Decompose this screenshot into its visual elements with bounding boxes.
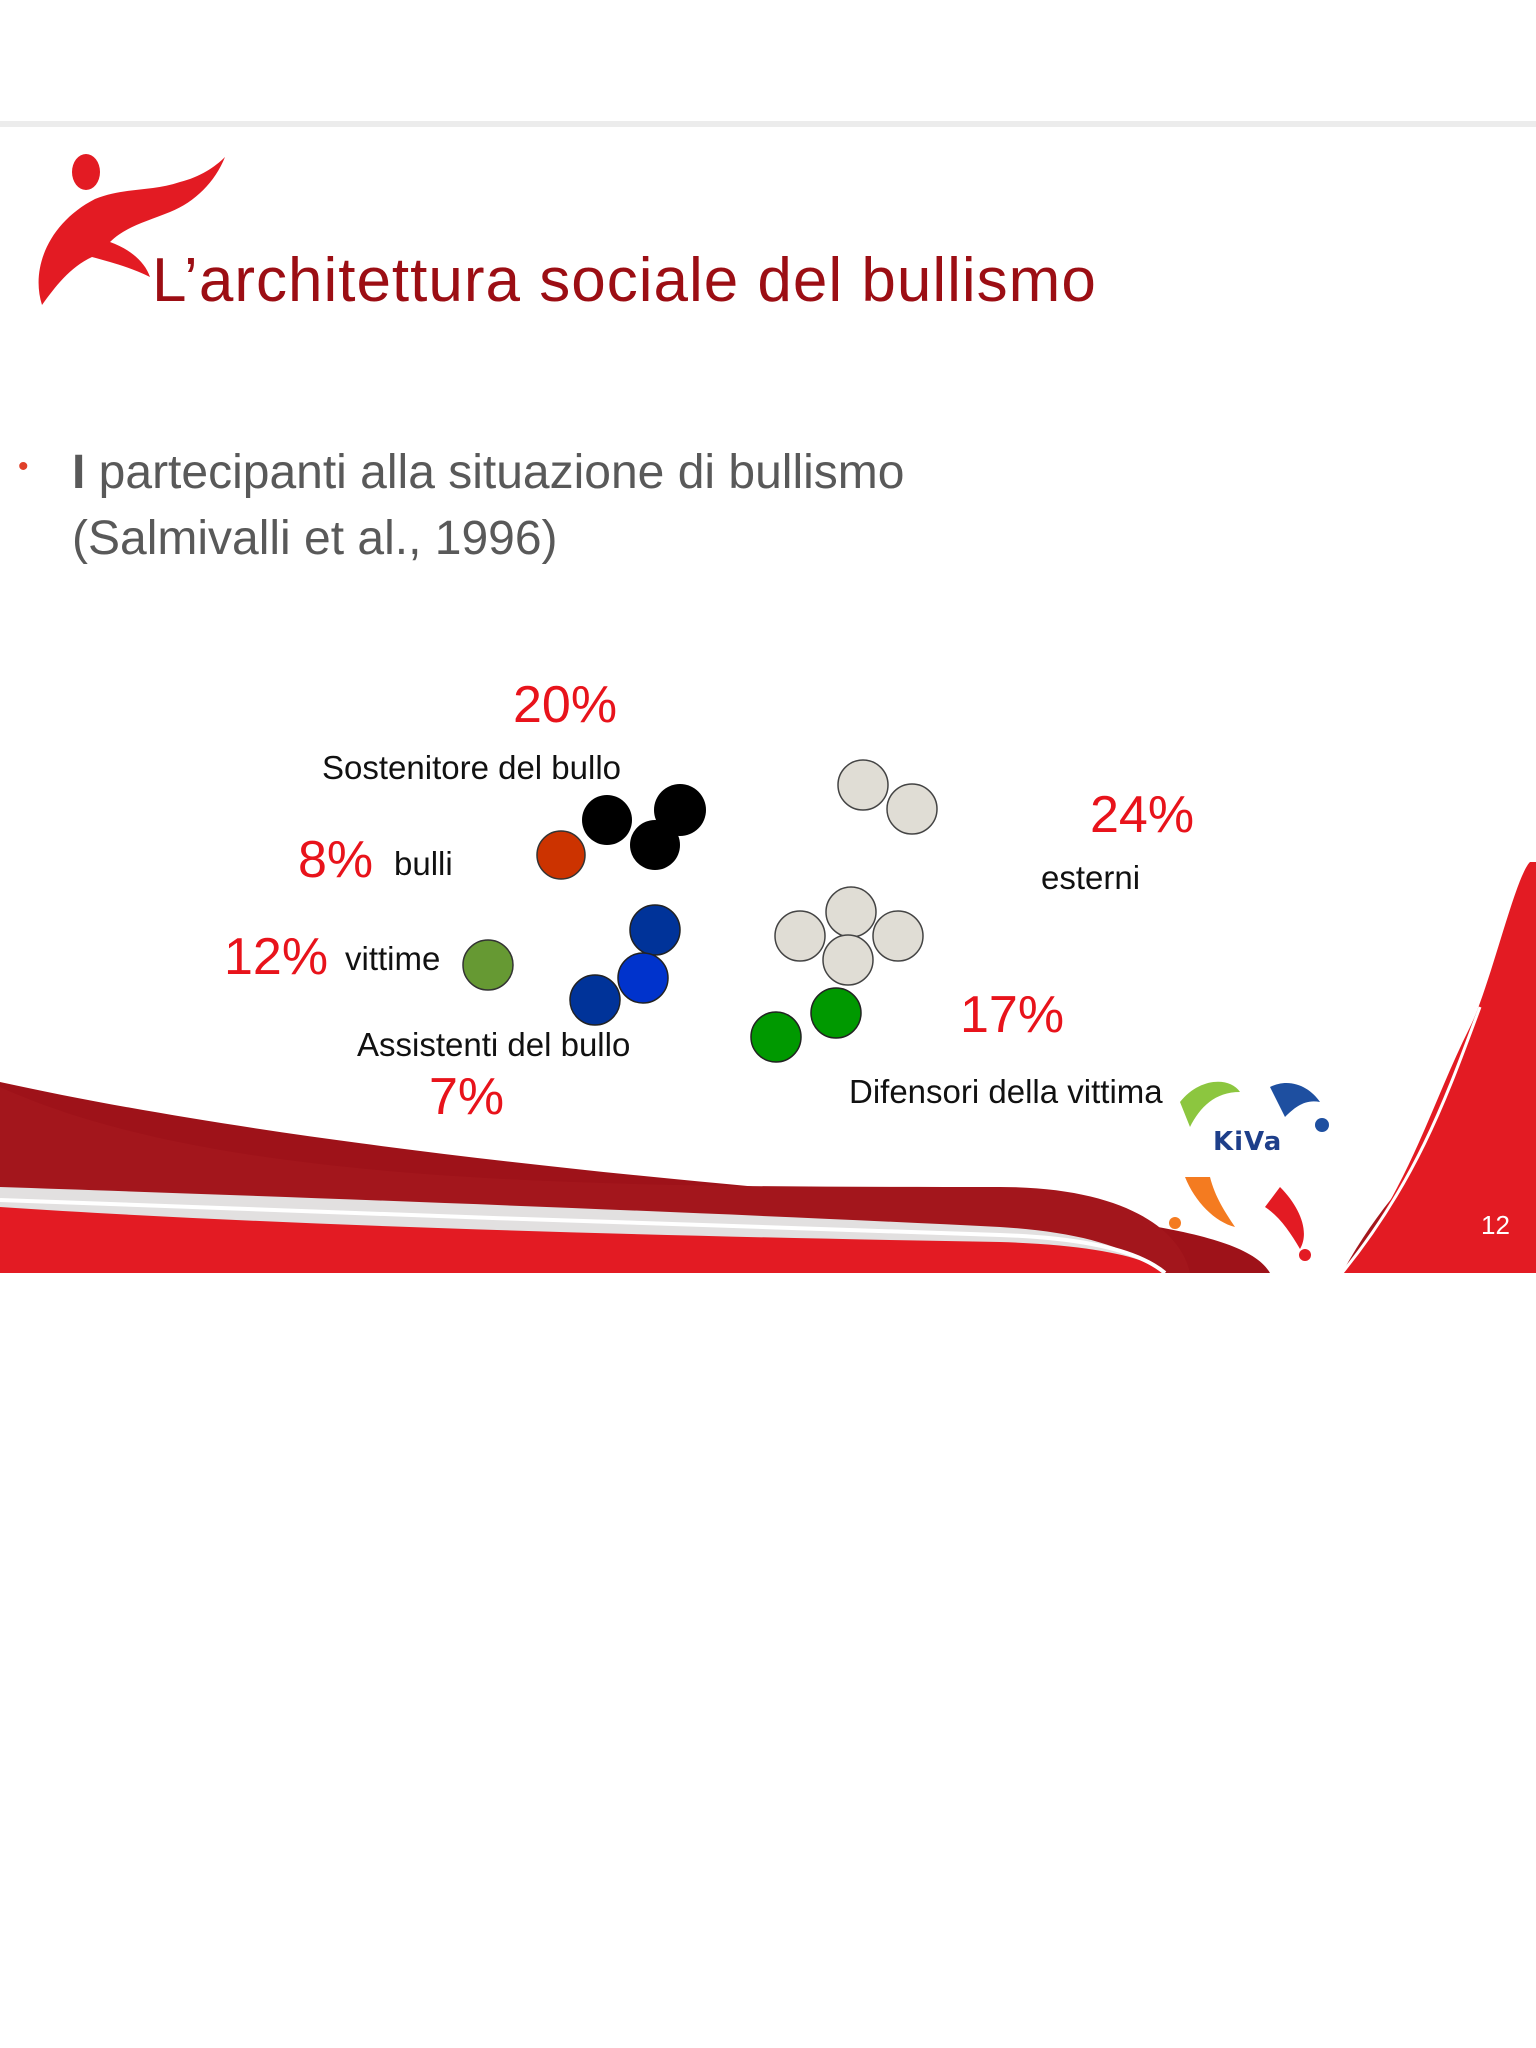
outsider-circle — [838, 760, 888, 810]
victim-circle — [463, 940, 513, 990]
slide-title: L’architettura sociale del bullismo — [152, 246, 1097, 315]
kiva-logo-text: KiVa — [1213, 1127, 1283, 1157]
outsider-circle — [775, 911, 825, 961]
outsider-circle — [826, 887, 876, 937]
bullet-bold-word: I — [72, 446, 86, 499]
assistant-circle — [618, 953, 668, 1003]
defenders-percent: 17% — [960, 986, 1065, 1044]
supporters-percent: 20% — [513, 676, 618, 734]
bullet-dot-icon: • — [18, 450, 29, 483]
outsider-circle — [823, 935, 873, 985]
assistant-circle — [630, 905, 680, 955]
victims-percent: 12% — [224, 928, 329, 986]
bully-circle — [537, 831, 585, 879]
outsider-circle — [887, 784, 937, 834]
assistants-percent: 7% — [429, 1068, 505, 1126]
bullies-label: bulli — [394, 845, 453, 882]
bullet-text-line2: (Salmivalli et al., 1996) — [72, 512, 558, 565]
defender-circle — [751, 1012, 801, 1062]
defenders-label: Difensori della vittima — [849, 1073, 1163, 1110]
victims-label: vittime — [345, 940, 441, 977]
kiva-logo — [1169, 1082, 1329, 1261]
outsiders-percent: 24% — [1090, 786, 1195, 844]
supporters-label: Sostenitore del bullo — [322, 749, 622, 786]
slide — [0, 127, 1536, 1273]
defender-circle — [811, 988, 861, 1038]
page-number: 12 — [1481, 1210, 1510, 1240]
outsider-circle — [873, 911, 923, 961]
assistants-label: Assistenti del bullo — [357, 1026, 631, 1063]
assistant-circle — [570, 975, 620, 1025]
outsiders-label: esterni — [1041, 859, 1141, 896]
supporter-circle — [582, 795, 632, 845]
bullet-text-rest: partecipanti alla situazione di bullismo — [85, 446, 905, 499]
bullet-text-line1 — [72, 445, 904, 500]
bullies-percent: 8% — [298, 831, 374, 889]
supporter-circle — [630, 820, 680, 870]
